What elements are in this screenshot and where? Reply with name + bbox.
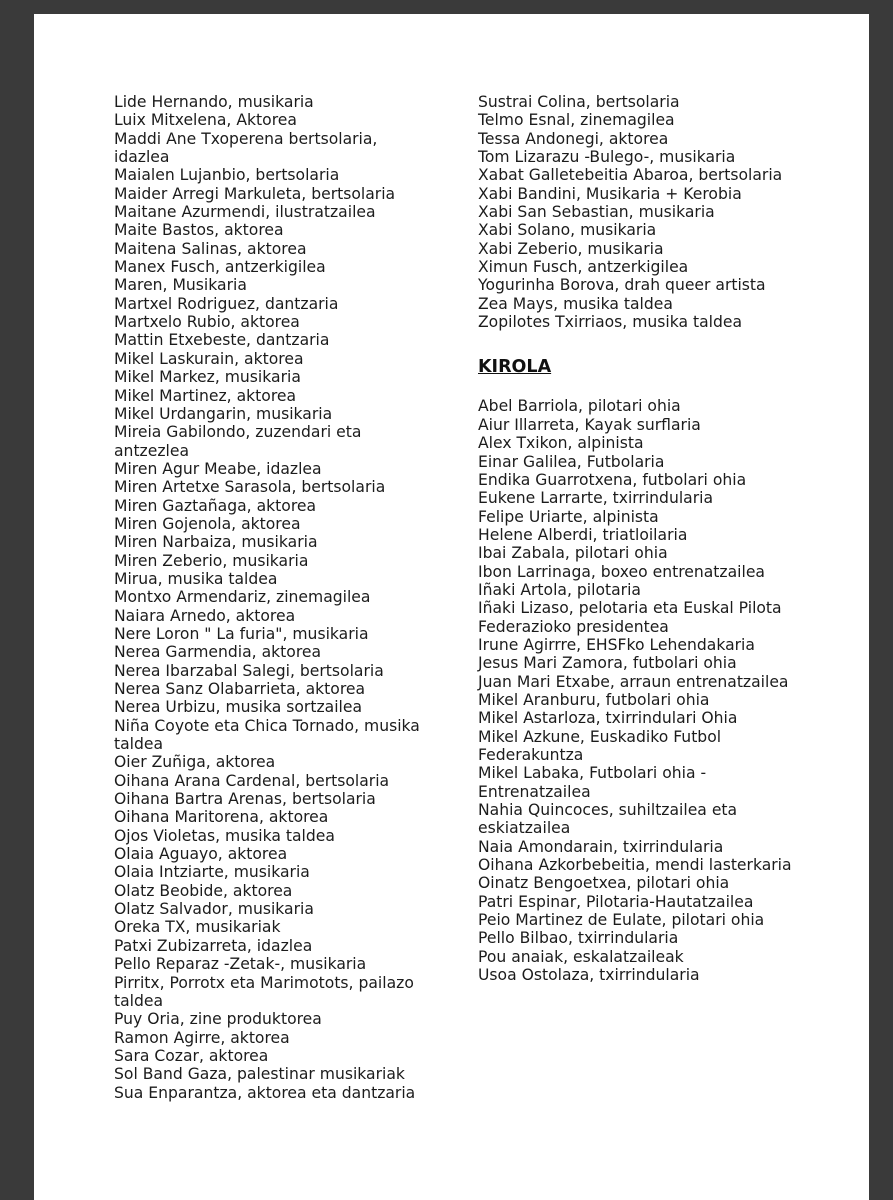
list-item: Helene Alberdi, triatloilaria <box>478 525 688 544</box>
list-item: Zea Mays, musika taldea <box>478 294 673 313</box>
list-item: Oihana Arana Cardenal, bertsolaria <box>114 771 390 790</box>
list-item: Martxel Rodriguez, dantzaria <box>114 294 339 313</box>
list-item: Xabi Zeberio, musikaria <box>478 239 664 258</box>
list-item: Usoa Ostolaza, txirrindularia <box>478 966 700 985</box>
list-item: Olaia Aguayo, aktorea <box>114 845 288 864</box>
list-item: Xabi Solano, musikaria <box>478 221 657 240</box>
list-item: Sara Cozar, aktorea <box>114 1046 269 1065</box>
list-item: Aiur Illarreta, Kayak surflaria <box>478 415 701 434</box>
list-item: Sua Enparantza, aktorea eta dantzaria <box>114 1083 416 1102</box>
list-item: Mirua, musika taldea <box>114 569 278 588</box>
list-item: Lide Hernando, musikaria <box>114 93 314 111</box>
kirola-list <box>478 397 808 984</box>
list-item: Tessa Andonegi, aktorea <box>478 129 669 148</box>
list-item: Mikel Azkune, Euskadiko Futbol Federakuntza <box>478 727 722 764</box>
list-item: Jesus Mari Zamora, futbolari ohia <box>478 654 737 673</box>
list-item: Mikel Aranburu, futbolari ohia <box>478 690 710 709</box>
list-item: Ojos Violetas, musika taldea <box>114 826 335 845</box>
list-item: Nerea Garmendia, aktorea <box>114 643 322 662</box>
list-item: Miren Zeberio, musikaria <box>114 551 309 570</box>
list-item: Maddi Ane Txoperena bertsolaria, idazlea <box>114 129 378 167</box>
list-item: Martxelo Rubio, aktorea <box>114 313 300 332</box>
list-item: Sustrai Colina, bertsolaria <box>478 93 680 111</box>
list-item: Olatz Beobide, aktorea <box>114 881 293 900</box>
list-item: Luix Mitxelena, Aktorea <box>114 111 297 130</box>
list-item: Xabi Bandini, Musikaria + Kerobia <box>478 184 742 203</box>
list-item: Pirritx, Porrotx eta Marimotots, pailazo taldea <box>114 973 414 1010</box>
right-column <box>478 93 808 984</box>
list-item: Einar Galilea, Futbolaria <box>478 452 665 471</box>
list-item: Endika Guarrotxena, futbolari ohia <box>478 470 747 489</box>
list-item: Zopilotes Txirriaos, musika taldea <box>478 313 743 332</box>
list-item: Maitane Azurmendi, ilustratzailea <box>114 203 376 222</box>
list-item: Pello Reparaz -Zetak-, musikaria <box>114 955 367 974</box>
list-item: Mikel Martinez, aktorea <box>114 386 297 405</box>
list-item: Oinatz Bengoetxea, pilotari ohia <box>478 874 730 893</box>
culture-list-continued <box>478 93 808 331</box>
list-item: Sol Band Gaza, palestinar musikariak <box>114 1065 405 1084</box>
list-item: Alex Txikon, alpinista <box>478 434 644 453</box>
list-item: Montxo Armendariz, zinemagilea <box>114 588 371 607</box>
list-item: Peio Martinez de Eulate, pilotari ohia <box>478 911 765 930</box>
list-item: Maren, Musikaria <box>114 276 247 295</box>
section-heading-kirola: KIROLA <box>478 357 552 378</box>
list-item: Oreka TX, musikariak <box>114 918 281 937</box>
list-item: Miren Narbaiza, musikaria <box>114 533 318 552</box>
list-item: Maite Bastos, aktorea <box>114 221 284 240</box>
list-item: Miren Artetxe Sarasola, bertsolaria <box>114 478 386 497</box>
list-item: Felipe Uriarte, alpinista <box>478 507 659 526</box>
list-item: Mikel Astarloza, txirrindulari Ohia <box>478 709 738 728</box>
list-item: Miren Agur Meabe, idazlea <box>114 459 322 478</box>
list-item: Nere Loron " La furia", musikaria <box>114 624 369 643</box>
list-item: Maitena Salinas, aktorea <box>114 239 307 258</box>
list-item: Ibai Zabala, pilotari ohia <box>478 544 668 563</box>
list-item: Olatz Salvador, musikaria <box>114 900 314 919</box>
list-item: Mikel Labaka, Futbolari ohia - Entrenatzailea <box>478 764 707 801</box>
document-page <box>34 14 869 1200</box>
list-item: Telmo Esnal, zinemagilea <box>478 111 675 130</box>
list-item: Pou anaiak, eskalatzaileak <box>478 947 684 966</box>
list-item: Ibon Larrinaga, boxeo entrenatzailea <box>478 562 765 581</box>
list-item: Oihana Maritorena, aktorea <box>114 808 329 827</box>
list-item: Abel Barriola, pilotari ohia <box>478 397 681 416</box>
list-item: Eukene Larrarte, txirrindularia <box>478 489 714 508</box>
scrollbar[interactable] <box>869 0 893 1200</box>
list-item: Iñaki Artola, pilotaria <box>478 580 641 599</box>
list-item: Miren Gojenola, aktorea <box>114 514 301 533</box>
list-item: Olaia Intziarte, musikaria <box>114 863 310 882</box>
list-item: Patri Espinar, Pilotaria-Hautatzailea <box>478 892 754 911</box>
list-item: Pello Bilbao, txirrindularia <box>478 929 679 948</box>
list-item: Nahia Quincoces, suhiltzailea eta eskiatzailea <box>478 801 738 838</box>
list-item: Maialen Lujanbio, bertsolaria <box>114 166 340 185</box>
list-item: Nerea Sanz Olabarrieta, aktorea <box>114 680 366 698</box>
list-item: Xabat Galletebeitia Abaroa, bertsolaria <box>478 166 783 185</box>
list-item: Maider Arregi Markuleta, bertsolaria <box>114 184 396 203</box>
list-item: Niña Coyote eta Chica Tornado, musika taldea <box>114 716 420 754</box>
left-column <box>114 93 432 1102</box>
list-item: Ramon Agirre, aktorea <box>114 1028 290 1047</box>
list-item: Nerea Urbizu, musika sortzailea <box>114 698 363 717</box>
list-item: Mikel Laskurain, aktorea <box>114 349 304 368</box>
list-item: Mikel Markez, musikaria <box>114 368 301 387</box>
list-item: Xabi San Sebastian, musikaria <box>478 203 715 222</box>
list-item: Naiara Arnedo, aktorea <box>114 606 296 625</box>
list-item: Manex Fusch, antzerkigilea <box>114 258 326 277</box>
list-item: Oihana Bartra Arenas, bertsolaria <box>114 790 376 809</box>
list-item: Nerea Ibarzabal Salegi, bertsolaria <box>114 661 384 680</box>
list-item: Juan Mari Etxabe, arraun entrenatzailea <box>478 672 789 691</box>
list-item: Tom Lizarazu -Bulego-, musikaria <box>478 148 736 167</box>
list-item: Mikel Urdangarin, musikaria <box>114 404 333 423</box>
list-item: Iñaki Lizaso, pelotaria eta Euskal Pilota Federazioko presidentea <box>478 599 782 636</box>
list-item: Ximun Fusch, antzerkigilea <box>478 258 689 277</box>
list-item: Yogurinha Borova, drah queer artista <box>478 276 766 295</box>
list-item: Oier Zuñiga, aktorea <box>114 753 276 772</box>
list-item: Mattin Etxebeste, dantzaria <box>114 331 330 350</box>
list-item: Puy Oria, zine produktorea <box>114 1010 322 1029</box>
list-item: Miren Gaztañaga, aktorea <box>114 496 317 515</box>
list-item: Mireia Gabilondo, zuzendari eta antzezlea <box>114 423 362 460</box>
list-item: Oihana Azkorbebeitia, mendi lasterkaria <box>478 856 792 875</box>
list-item: Irune Agirrre, EHSFko Lehendakaria <box>478 635 755 654</box>
list-item: Patxi Zubizarreta, idazlea <box>114 936 313 955</box>
list-item: Naia Amondarain, txirrindularia <box>478 837 724 856</box>
